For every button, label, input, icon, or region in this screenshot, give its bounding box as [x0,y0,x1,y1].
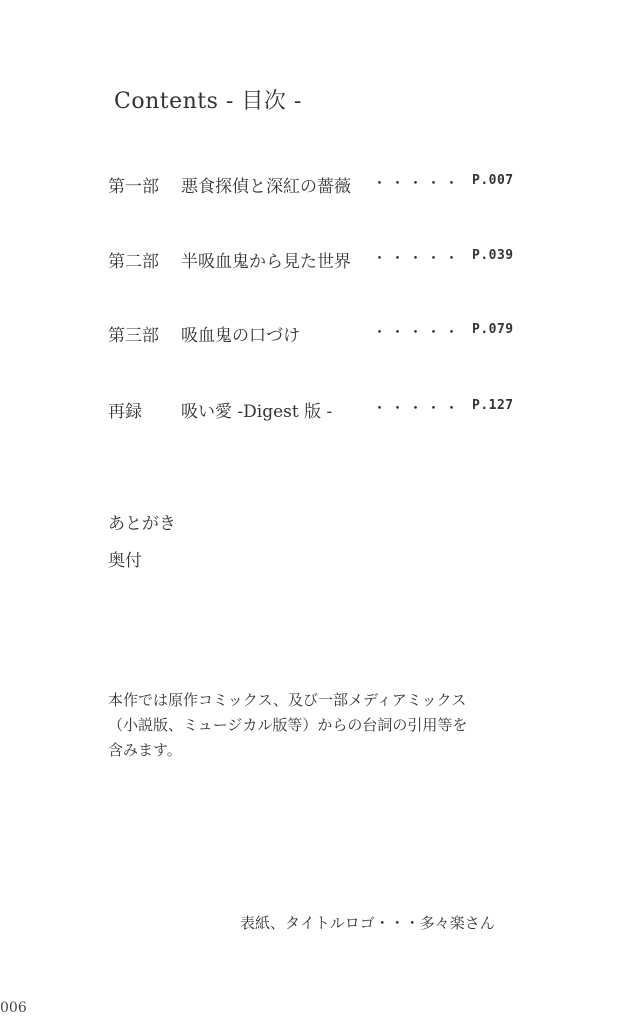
note-line: （小説版、ミュージカル版等）からの台詞の引用等を [108,716,468,734]
toc-page-number: P.007 [472,173,514,188]
toc-entry-title: 半吸血鬼から見た世界 [181,252,351,272]
toc-entry-title: 吸い愛 -Digest 版 - [181,402,333,422]
toc-leader-dots: ・・・・・ [372,249,463,267]
page-title: Contents - 目次 - [114,89,302,114]
page-number: 006 [0,1000,27,1016]
toc-page-number: P.127 [472,398,514,413]
toc-entry-title: 悪食探偵と深紅の薔薇 [181,177,351,197]
cover-credit: 表紙、タイトルロゴ・・・多々楽さん [240,914,495,932]
toc-part-label: 第三部 [108,326,159,346]
afterword-entry: あとがき [108,514,176,534]
citation-note [108,688,528,763]
toc-leader-dots: ・・・・・ [372,174,463,192]
toc-entry [0,247,626,273]
note-line: 含みます。 [108,741,182,759]
toc-page-number: P.039 [472,248,514,263]
toc-part-label: 再録 [108,402,142,422]
toc-entry [0,172,626,198]
toc-leader-dots: ・・・・・ [372,399,463,417]
toc-leader-dots: ・・・・・ [372,323,463,341]
toc-page-number: P.079 [472,322,514,337]
toc-part-label: 第二部 [108,252,159,272]
toc-entry-title: 吸血鬼の口づけ [181,326,300,346]
toc-part-label: 第一部 [108,177,159,197]
toc-entry [0,321,626,347]
colophon-entry: 奥付 [108,551,142,571]
toc-entry [0,397,626,423]
note-line: 本作では原作コミックス、及び一部メディアミックス [108,691,467,709]
